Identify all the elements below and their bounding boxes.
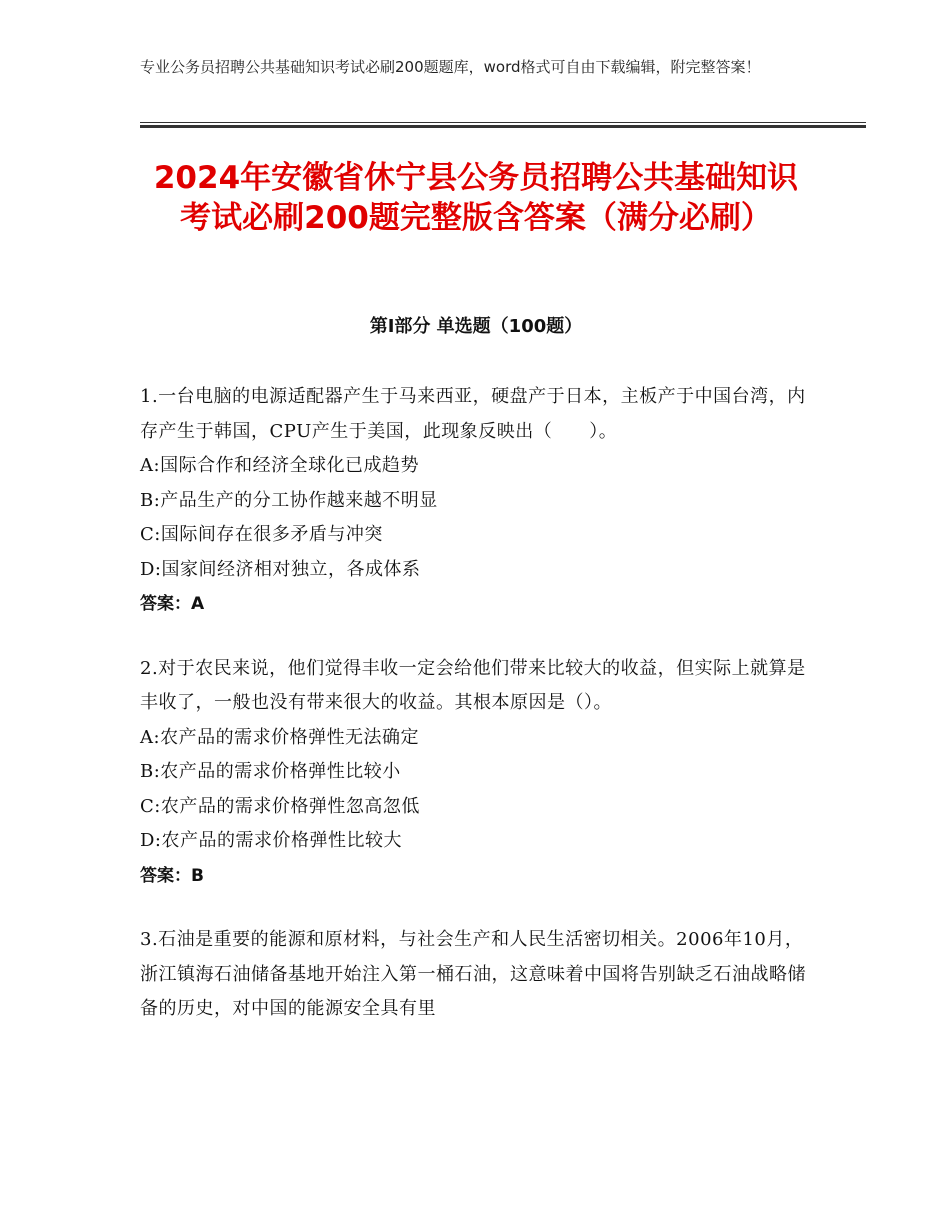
- option-b: B:产品生产的分工协作越来越不明显: [140, 489, 438, 511]
- question-text: 1.一台电脑的电源适配器产生于马来西亚，硬盘产于日本，主板产于中国台湾，内存产生于韩国，CPU产生于美国，此现象反映出（ ）。: [140, 386, 806, 442]
- question-text: 2.对于农民来说，他们觉得丰收一定会给他们带来比较大的收益，但实际上就算是丰收了，一般也没有带来很大的收益。其根本原因是（）。: [140, 657, 806, 713]
- answer: 答案：A: [140, 594, 205, 614]
- question-text: 3.石油是重要的能源和原材料，与社会生产和人民生活密切相关。2006年10月，浙江镇海石油储备基地开始注入第一桶石油，这意味着中国将告别缺乏石油战略储备的历史，对中国的能源安全具有里: [140, 929, 806, 1019]
- header-divider-thin: [140, 122, 866, 123]
- answer: 答案：B: [140, 865, 204, 886]
- section-title: 第Ⅰ部分 单选题（100题）: [369, 316, 583, 337]
- question-list: [140, 380, 820, 1057]
- option-d: D:国家间经济相对独立，各成体系: [140, 558, 421, 580]
- header-divider-thick: [140, 125, 866, 128]
- option-a: A:国际合作和经济全球化已成趋势: [140, 455, 420, 476]
- question-2: [140, 652, 820, 894]
- option-d: D:农产品的需求价格弹性比较大: [140, 830, 402, 851]
- header-note: 专业公务员招聘公共基础知识考试必刷200题题库，word格式可自由下载编辑，附完整答案！: [140, 58, 761, 76]
- option-a: A:农产品的需求价格弹性无法确定: [140, 726, 420, 748]
- question-3: [140, 923, 820, 1027]
- option-c: C:农产品的需求价格弹性忽高忽低: [140, 795, 420, 817]
- option-c: C:国际间存在很多矛盾与冲突: [140, 524, 383, 545]
- option-b: B:农产品的需求价格弹性比较小: [140, 761, 401, 782]
- question-1: [140, 380, 820, 622]
- document-title: 2024年安徽省休宁县公务员招聘公共基础知识考试必刷200题完整版含答案（满分必刷）: [153, 160, 799, 236]
